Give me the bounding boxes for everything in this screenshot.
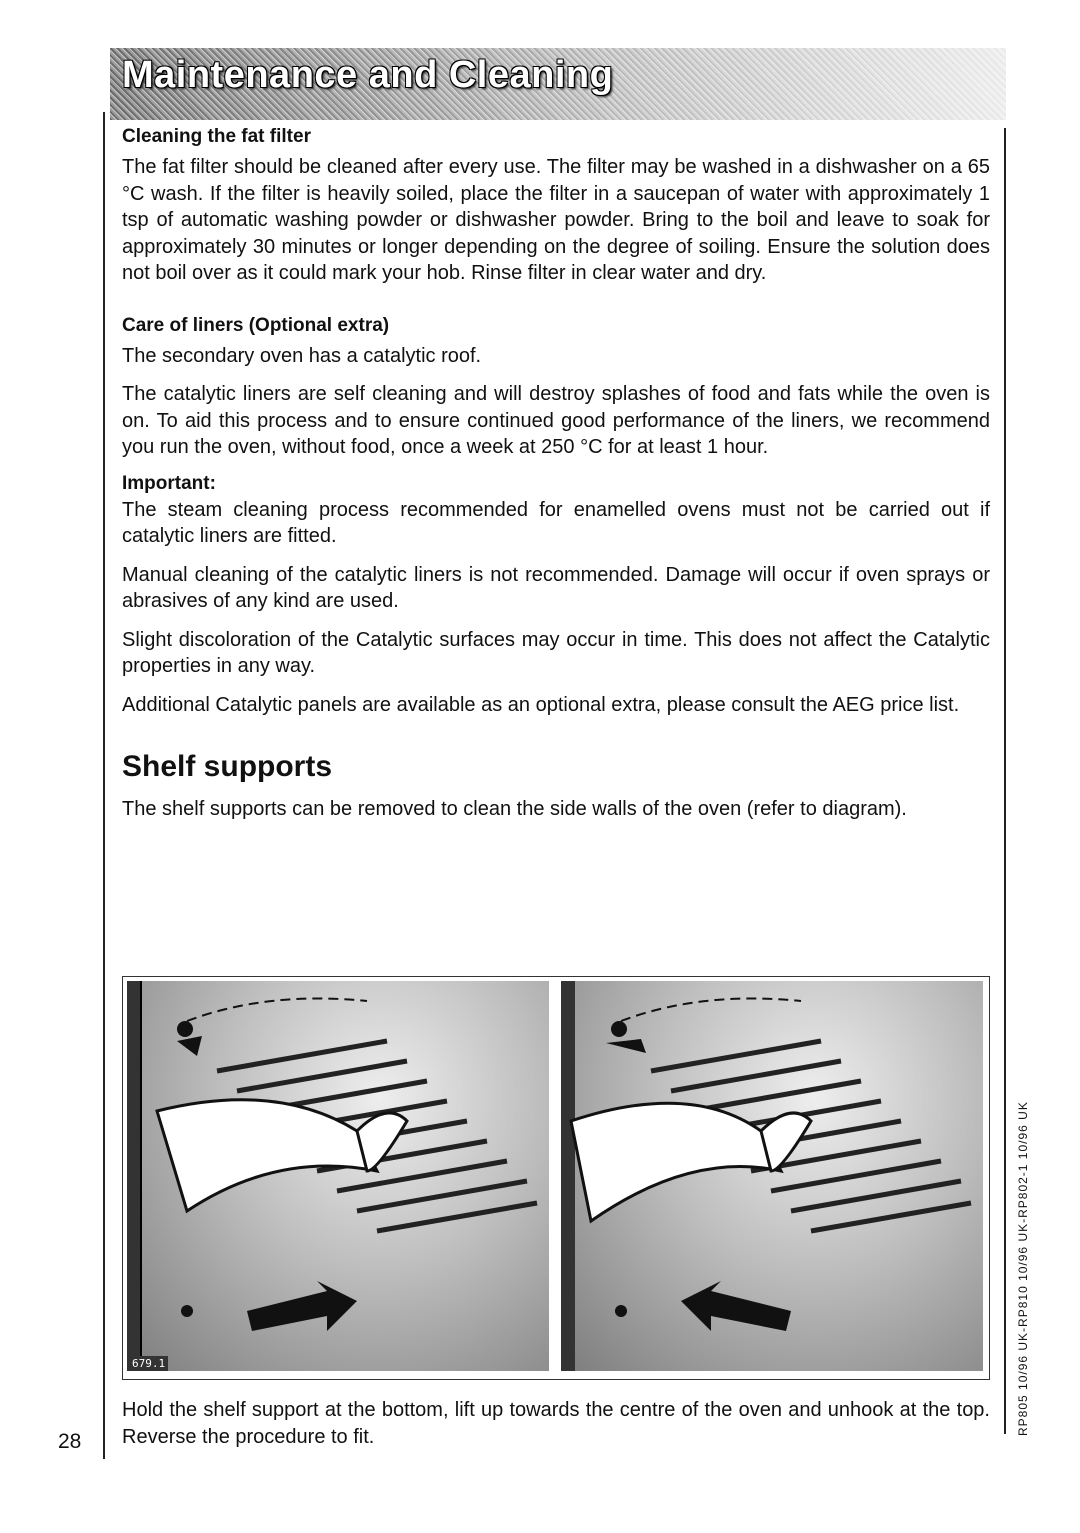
left-margin-rule bbox=[103, 112, 105, 1459]
fat-filter-heading: Cleaning the fat filter bbox=[122, 126, 311, 147]
diagram-caption: Hold the shelf support at the bottom, lift up towards the centre of the oven and unhook at the top. Reverse the procedure to fit. bbox=[122, 1399, 990, 1448]
shelf-supports-heading: Shelf supports bbox=[122, 750, 333, 783]
main-content bbox=[122, 126, 990, 835]
liners-paragraph-1: The secondary oven has a catalytic roof. bbox=[122, 344, 482, 367]
diagram-panel-remove bbox=[127, 981, 549, 1371]
remove-illustration bbox=[127, 981, 549, 1371]
shelf-support-diagram bbox=[122, 976, 990, 1380]
liners-heading: Care of liners (Optional extra) bbox=[122, 314, 390, 336]
refit-illustration bbox=[561, 981, 983, 1371]
liners-paragraph-4: Slight discoloration of the Catalytic surfaces may occur in time. This does not affect the Catalytic properties in any way. bbox=[122, 628, 990, 677]
fat-filter-body: The fat filter should be cleaned after every use. The filter may be washed in a dishwasher on a 65 °C wash. If the filter is heavily soiled, place the filter in a saucepan of water with approximately 1 tsp of automatic washing powder or dishwasher powder. Bring to the boil and leave to soak for approximately 30 minutes or longer depending on the degree of soiling. Ensure the solution does not boil over as it could mark your hob. Rinse filter in clear water and dry. bbox=[122, 156, 990, 284]
page-title: Maintenance and Cleaning bbox=[122, 54, 614, 96]
right-margin-rule bbox=[1004, 128, 1006, 1434]
page-number: 28 bbox=[58, 1430, 82, 1453]
important-text: The steam cleaning process recommended for enamelled ovens must not be carried out if catalytic liners are fitted. bbox=[122, 498, 990, 547]
diagram-panel-refit bbox=[561, 981, 983, 1371]
figure-label: 679.1 bbox=[129, 1356, 168, 1371]
title-banner bbox=[110, 48, 1006, 120]
document-code: RP805 10/96 UK-RP810 10/96 UK-RP802-1 10/96 UK bbox=[1016, 1101, 1030, 1436]
important-label: Important: bbox=[122, 472, 216, 494]
liners-paragraph-2: The catalytic liners are self cleaning and will destroy splashes of food and fats while the oven is on. To aid this process and to ensure continued good performance of the liners, we recommend you run the oven, without food, once a week at 250 °C for at least 1 hour. bbox=[122, 383, 990, 458]
liners-paragraph-3: Manual cleaning of the catalytic liners is not recommended. Damage will occur if oven sprays or abrasives of any kind are used. bbox=[122, 563, 990, 612]
liners-paragraph-5: Additional Catalytic panels are available as an optional extra, please consult the AEG price list. bbox=[122, 693, 960, 716]
shelf-supports-intro: The shelf supports can be removed to clean the side walls of the oven (refer to diagram). bbox=[122, 798, 907, 820]
